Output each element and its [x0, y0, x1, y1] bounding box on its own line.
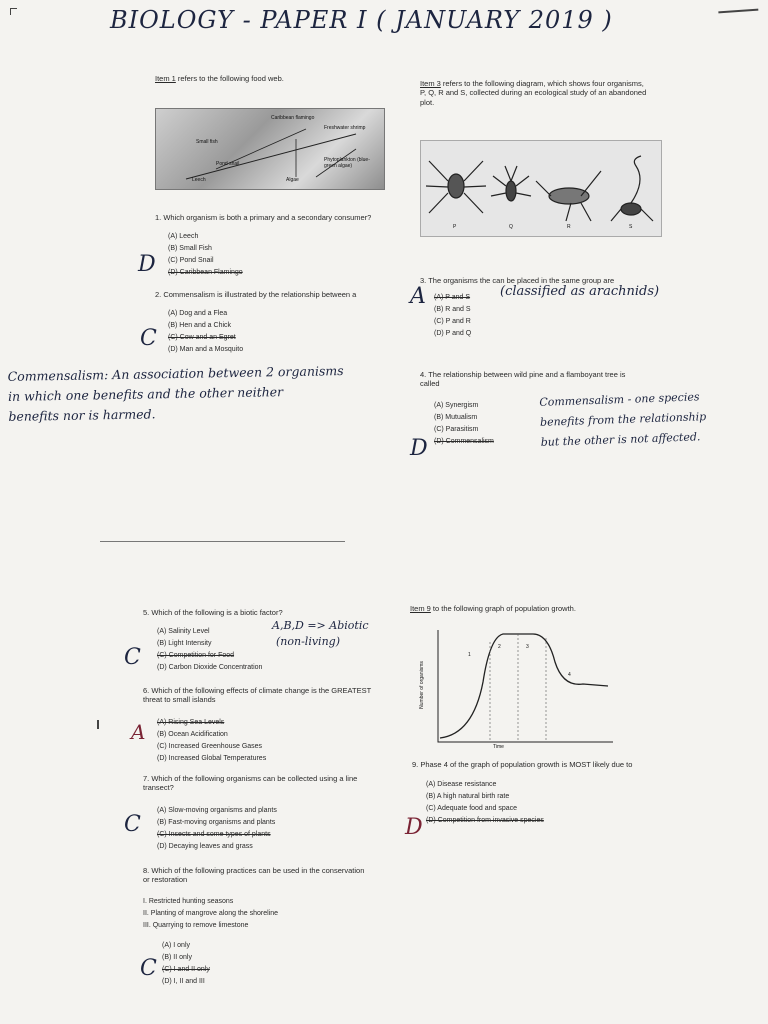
stem-line: called [420, 379, 440, 389]
item3-line [420, 79, 646, 88]
question-6-options [157, 717, 266, 765]
phase-label: 1 [468, 652, 471, 658]
item3-line: plot. [420, 97, 435, 107]
option[interactable]: (D) Decaying leaves and grass [157, 843, 253, 850]
option[interactable]: (B) II only [162, 954, 192, 961]
food-web-label: Caribbean flamingo [271, 115, 315, 121]
option[interactable]: (B) Small Fish [168, 245, 212, 252]
option[interactable]: (B) R and S [434, 306, 471, 313]
phase-label: 2 [498, 644, 501, 650]
margin-mark [97, 720, 99, 729]
phase-label: 4 [568, 672, 571, 678]
stem-line: threat to small islands [143, 695, 216, 705]
note-commensalism [8, 361, 345, 427]
item3-line: P, Q, R and S, collected during an ecological study of an abandoned [420, 88, 647, 98]
item1-label: Item 1 [155, 74, 176, 83]
corner-mark-left [10, 8, 17, 15]
question-7-stem [143, 774, 357, 793]
stem-line: transect? [143, 783, 174, 793]
graph-xlabel: Time [493, 744, 504, 750]
question-6-stem [143, 686, 371, 705]
organism-label: S [629, 224, 633, 230]
population-graph [418, 622, 618, 752]
item1-text: refers to the following food web. [175, 74, 284, 83]
organism-label: P [453, 224, 457, 230]
question-1-answer: D [138, 252, 156, 277]
question-1-options [168, 231, 243, 279]
option[interactable]: (A) Disease resistance [426, 781, 497, 788]
option-selected[interactable]: (D) Competition from invasive species [426, 817, 544, 824]
note-line: in which one benefits and the other neither [7, 384, 284, 404]
question-7-options [157, 805, 277, 853]
food-web-label: Phytoplankton (blue-green algae) [324, 157, 370, 169]
note-line: benefits nor is harmed. [8, 406, 156, 424]
stem-line: 6. Which of the following effects of climate change is the GREATEST [143, 686, 372, 695]
item3-intro [420, 79, 646, 107]
question-4-answer: D [410, 436, 428, 461]
question-6-answer: A [131, 720, 146, 744]
question-1-stem: 1. Which organism is both a primary and a secondary consumer? [155, 213, 372, 222]
graph-ylabel: Number of organisms [418, 661, 425, 709]
question-3-options [434, 292, 471, 340]
question-5-stem: 5. Which of the following is a biotic factor? [143, 608, 283, 617]
question-8-answer: C [140, 956, 157, 981]
note-line: benefits from the relationship [539, 410, 707, 429]
option[interactable]: (C) Pond Snail [168, 257, 214, 264]
note-line: A,B,D => Abiotic [272, 619, 369, 632]
organism-label: R [567, 224, 571, 230]
question-4-note [539, 387, 707, 453]
statement: I. Restricted hunting seasons [143, 898, 234, 905]
section-divider [100, 541, 345, 542]
question-9-stem: 9. Phase 4 of the graph of population growth is MOST likely due to [412, 760, 633, 769]
option[interactable]: (C) Parasitism [434, 426, 479, 433]
organism-label: Q [509, 224, 513, 230]
food-web-image [155, 108, 385, 190]
item1-intro [155, 74, 284, 83]
question-8-stem [143, 866, 364, 885]
option[interactable]: (A) Salinity Level [157, 628, 210, 635]
option[interactable]: (C) Adequate food and space [426, 805, 518, 812]
option[interactable]: (A) Dog and a Flea [168, 310, 228, 317]
option-selected[interactable]: (C) Insects and some types of plants [157, 831, 271, 838]
question-3-stem: 3. The organisms the can be placed in the same group are [420, 276, 615, 285]
option-selected[interactable]: (D) Caribbean Flamingo [168, 269, 243, 276]
question-8-statements [143, 896, 278, 932]
question-4-options [434, 400, 494, 448]
question-8-options [162, 940, 210, 988]
food-web-label: Small fish [196, 139, 218, 145]
option[interactable]: (B) Hen and a Chick [168, 322, 232, 329]
option[interactable]: (B) Light Intensity [157, 640, 212, 647]
statement: II. Planting of mangrove along the shoreline [143, 910, 279, 917]
question-2-answer: C [140, 326, 157, 351]
option[interactable]: (B) Mutualism [434, 414, 478, 421]
note-line: (non-living) [276, 635, 340, 648]
option[interactable]: (D) P and Q [434, 330, 472, 337]
stem-line: 8. Which of the following practices can be used in the conservation [143, 866, 365, 875]
question-7-answer: C [124, 812, 141, 837]
question-5-note [272, 618, 369, 650]
food-web-label: Algae [286, 177, 299, 183]
population-curve [418, 622, 618, 752]
option[interactable]: (D) Carbon Dioxide Concentration [157, 664, 263, 671]
option-selected[interactable]: (C) Cow and an Egret [168, 334, 236, 341]
option-selected[interactable]: (A) P and S [434, 294, 471, 301]
question-3-answer: A [410, 284, 426, 309]
option[interactable]: (A) I only [162, 942, 191, 949]
option-selected[interactable]: (A) Rising Sea Levels [157, 719, 225, 726]
question-9-answer: D [405, 815, 423, 840]
option[interactable]: (B) Fast-moving organisms and plants [157, 819, 276, 826]
organisms-diagram [420, 140, 662, 237]
item9-text: to the following graph of population growth. [430, 604, 576, 613]
question-4-stem [420, 370, 625, 389]
page-title: BIOLOGY - PAPER I ( JANUARY 2019 ) [110, 6, 613, 34]
question-5-options [157, 626, 262, 674]
option-selected[interactable]: (C) Competition for Food [157, 652, 235, 659]
item9-label: Item 9 [410, 604, 431, 613]
item3-label: Item 3 [420, 79, 441, 88]
option[interactable]: (D) Increased Global Temperatures [157, 755, 267, 762]
option[interactable]: (C) Increased Greenhouse Gases [157, 743, 263, 750]
option[interactable]: (D) Man and a Mosquito [168, 346, 244, 353]
food-web-label: Leech [192, 177, 206, 183]
corner-scribble-right [718, 0, 759, 13]
note-line: but the other is not affected. [540, 430, 701, 449]
option[interactable]: (A) Slow-moving organisms and plants [157, 807, 277, 814]
stem-line: or restoration [143, 875, 188, 885]
option[interactable]: (A) Leech [168, 233, 199, 240]
organisms-drawings [421, 141, 661, 236]
question-3-note: (classified as arachnids) [500, 284, 660, 299]
food-web-arrows [156, 109, 384, 189]
note-line: Commensalism - one species [539, 390, 700, 409]
option[interactable]: (B) Ocean Acidification [157, 731, 228, 738]
option[interactable]: (C) P and R [434, 318, 471, 325]
option-selected[interactable]: (D) Commensalism [434, 438, 494, 445]
option-selected[interactable]: (C) I and II only [162, 966, 210, 973]
stem-line: 7. Which of the following organisms can be collected using a line [143, 774, 358, 783]
question-9-options [426, 779, 544, 827]
item9-intro [410, 604, 576, 613]
note-line: Commensalism: An association between 2 organisms [7, 363, 344, 384]
food-web-label: Freshwater shrimp [324, 125, 366, 131]
question-2-options [168, 308, 243, 356]
food-web-label: Pond snail [216, 161, 240, 167]
phase-label: 3 [526, 644, 529, 650]
option[interactable]: (D) I, II and III [162, 978, 205, 985]
option[interactable]: (B) A high natural birth rate [426, 793, 510, 800]
item3-text: refers to the following diagram, which shows four organisms, [440, 79, 644, 88]
stem-line: 4. The relationship between wild pine and a flamboyant tree is [420, 370, 626, 379]
question-5-answer: C [124, 645, 141, 670]
question-2-stem: 2. Commensalism is illustrated by the relationship between a [155, 290, 357, 299]
option[interactable]: (A) Synergism [434, 402, 479, 409]
statement: III. Quarrying to remove limestone [143, 922, 249, 929]
